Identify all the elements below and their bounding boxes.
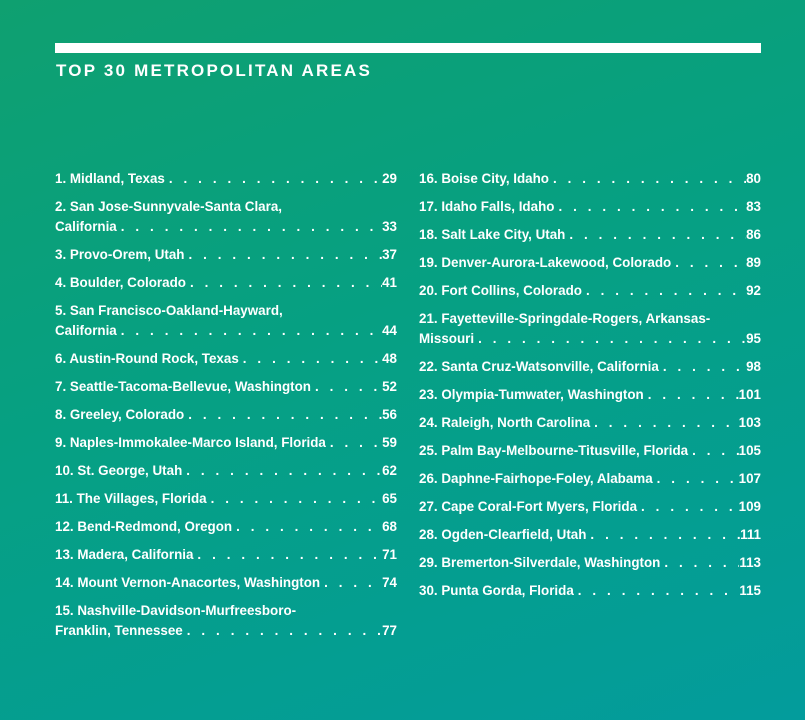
toc-entry[interactable] xyxy=(419,281,761,301)
dot-leader xyxy=(565,225,746,245)
toc-page-number: 98 xyxy=(746,359,761,374)
toc-entry[interactable] xyxy=(419,357,761,377)
toc-page-number: 65 xyxy=(382,491,397,506)
dot-leader xyxy=(183,621,382,641)
toc-page-number: 86 xyxy=(746,227,761,242)
toc-page-number: 48 xyxy=(382,351,397,366)
toc-page-number: 37 xyxy=(382,247,397,262)
toc-entry-label: 11. The Villages, Florida xyxy=(55,491,207,506)
toc-entry[interactable] xyxy=(419,309,761,349)
toc-entry[interactable] xyxy=(55,273,397,293)
dot-leader xyxy=(644,385,739,405)
toc-entry-label: 7. Seattle-Tacoma-Bellevue, Washington xyxy=(55,379,311,394)
toc-entry[interactable] xyxy=(55,405,397,425)
toc-page-number: 111 xyxy=(740,527,761,542)
toc-entry-label: 22. Santa Cruz-Watsonville, California xyxy=(419,359,659,374)
toc-entry-label: 16. Boise City, Idaho xyxy=(419,171,549,186)
dot-leader xyxy=(549,169,746,189)
toc-entry[interactable] xyxy=(55,545,397,565)
toc-entry-label: Franklin, Tennessee xyxy=(55,623,183,638)
dot-leader xyxy=(659,357,746,377)
toc-page-number: 92 xyxy=(746,283,761,298)
toc-entry[interactable] xyxy=(55,349,397,369)
toc-entry-label: 8. Greeley, Colorado xyxy=(55,407,185,422)
toc-page-number: 52 xyxy=(382,379,397,394)
toc-entry-label: 19. Denver-Aurora-Lakewood, Colorado xyxy=(419,255,672,270)
dot-leader xyxy=(554,197,746,217)
dot-leader xyxy=(688,441,739,461)
toc-entry-label: 18. Salt Lake City, Utah xyxy=(419,227,566,242)
dot-leader xyxy=(582,281,746,301)
toc-entry-label: 1. Midland, Texas xyxy=(55,171,165,186)
dot-leader xyxy=(186,273,382,293)
dot-leader xyxy=(311,377,382,397)
toc-entry-label: California xyxy=(55,219,117,234)
toc-entry[interactable] xyxy=(55,301,397,341)
toc-entry[interactable] xyxy=(419,253,761,273)
toc-entry[interactable] xyxy=(419,525,761,545)
dot-leader xyxy=(184,405,382,425)
toc-entry-label: 28. Ogden-Clearfield, Utah xyxy=(419,527,587,542)
toc-page-number: 41 xyxy=(382,275,397,290)
toc-page-number: 95 xyxy=(746,331,761,346)
toc-page-number: 44 xyxy=(382,323,397,338)
toc-page-number: 71 xyxy=(382,547,397,562)
toc-entry[interactable] xyxy=(419,469,761,489)
toc-entry-label-line1: 5. San Francisco-Oakland-Hayward, xyxy=(55,303,283,318)
toc-entry[interactable] xyxy=(55,377,397,397)
toc-entry[interactable] xyxy=(419,385,761,405)
toc-page-number: 113 xyxy=(739,555,761,570)
toc-entry[interactable] xyxy=(55,601,397,641)
toc-entry[interactable] xyxy=(55,489,397,509)
toc-entry-label: 24. Raleigh, North Carolina xyxy=(419,415,591,430)
toc-entry-label: 12. Bend-Redmond, Oregon xyxy=(55,519,233,534)
toc-page-number: 101 xyxy=(738,387,761,402)
toc-entry[interactable] xyxy=(419,441,761,461)
toc-entry[interactable] xyxy=(419,169,761,189)
toc-entry-label-line1: 2. San Jose-Sunnyvale-Santa Clara, xyxy=(55,199,282,214)
dot-leader xyxy=(653,469,739,489)
dot-leader xyxy=(637,497,739,517)
toc-entry-label: 10. St. George, Utah xyxy=(55,463,183,478)
toc-entry[interactable] xyxy=(55,433,397,453)
toc-entry-label-line1: 21. Fayetteville-Springdale-Rogers, Arkansas- xyxy=(419,311,711,326)
page-title: TOP 30 METROPOLITAN AREAS xyxy=(56,61,373,80)
toc-entry-label: 29. Bremerton-Silverdale, Washington xyxy=(419,555,661,570)
toc-entry[interactable] xyxy=(55,169,397,189)
toc-entry-label-line1: 15. Nashville-Davidson-Murfreesboro- xyxy=(55,603,297,618)
toc-entry[interactable] xyxy=(419,197,761,217)
toc-entry-label: 4. Boulder, Colorado xyxy=(55,275,186,290)
toc-entry[interactable] xyxy=(419,553,761,573)
toc-entry-label: 6. Austin-Round Rock, Texas xyxy=(55,351,239,366)
toc-page-number: 77 xyxy=(382,623,397,638)
toc-entry-label: 30. Punta Gorda, Florida xyxy=(419,583,574,598)
toc-entry-label: 25. Palm Bay-Melbourne-Titusville, Florida xyxy=(419,443,689,458)
toc-entry-label: 26. Daphne-Fairhope-Foley, Alabama xyxy=(419,471,653,486)
toc-entry-label: 27. Cape Coral-Fort Myers, Florida xyxy=(419,499,638,514)
toc-entry[interactable] xyxy=(419,413,761,433)
toc-entry[interactable] xyxy=(55,517,397,537)
dot-leader xyxy=(239,349,382,369)
toc-entry-label: 9. Naples-Immokalee-Marco Island, Florida xyxy=(55,435,326,450)
toc-entry[interactable] xyxy=(55,197,397,237)
toc-page-number: 74 xyxy=(382,575,397,590)
toc-entry-label: 23. Olympia-Tumwater, Washington xyxy=(419,387,644,402)
toc-entry-label: 13. Madera, California xyxy=(55,547,194,562)
toc-page-number: 59 xyxy=(382,435,397,450)
toc-page-number: 107 xyxy=(738,471,761,486)
toc-page-number: 89 xyxy=(746,255,761,270)
dot-leader xyxy=(182,461,382,481)
dot-leader xyxy=(232,517,382,537)
toc-page-number: 115 xyxy=(739,583,761,598)
dot-leader xyxy=(117,321,382,341)
toc-entry[interactable] xyxy=(419,497,761,517)
dot-leader xyxy=(184,245,382,265)
dot-leader xyxy=(671,253,746,273)
dot-leader xyxy=(574,581,740,601)
dot-leader xyxy=(474,329,746,349)
toc-entry[interactable] xyxy=(55,573,397,593)
toc-entry[interactable] xyxy=(419,581,761,601)
toc-entry[interactable] xyxy=(55,245,397,265)
toc-entry-label: 14. Mount Vernon-Anacortes, Washington xyxy=(55,575,321,590)
toc-entry[interactable] xyxy=(419,225,761,245)
toc-column-right xyxy=(419,169,761,609)
dot-leader xyxy=(207,489,383,509)
toc-page-number: 68 xyxy=(382,519,397,534)
toc-page-number: 83 xyxy=(746,199,761,214)
header-rule xyxy=(55,43,761,53)
toc-column-left xyxy=(55,169,397,649)
dot-leader xyxy=(320,573,382,593)
toc-page-number: 105 xyxy=(738,443,761,458)
toc-entry[interactable] xyxy=(55,461,397,481)
dot-leader xyxy=(326,433,382,453)
toc-entry-label: California xyxy=(55,323,117,338)
dot-leader xyxy=(590,413,739,433)
toc-entry-label: 17. Idaho Falls, Idaho xyxy=(419,199,555,214)
toc-page-number: 62 xyxy=(382,463,397,478)
dot-leader xyxy=(586,525,740,545)
dot-leader xyxy=(193,545,382,565)
toc-page-number: 109 xyxy=(738,499,761,514)
toc-page-number: 56 xyxy=(382,407,397,422)
toc-page-number: 103 xyxy=(738,415,761,430)
toc-entry-label: 3. Provo-Orem, Utah xyxy=(55,247,185,262)
toc-page-number: 80 xyxy=(746,171,761,186)
toc-entry-label: Missouri xyxy=(419,331,475,346)
dot-leader xyxy=(117,217,382,237)
dot-leader xyxy=(660,553,739,573)
toc-page-number: 29 xyxy=(382,171,397,186)
dot-leader xyxy=(165,169,382,189)
toc-entry-label: 20. Fort Collins, Colorado xyxy=(419,283,582,298)
toc-page-number: 33 xyxy=(382,219,397,234)
